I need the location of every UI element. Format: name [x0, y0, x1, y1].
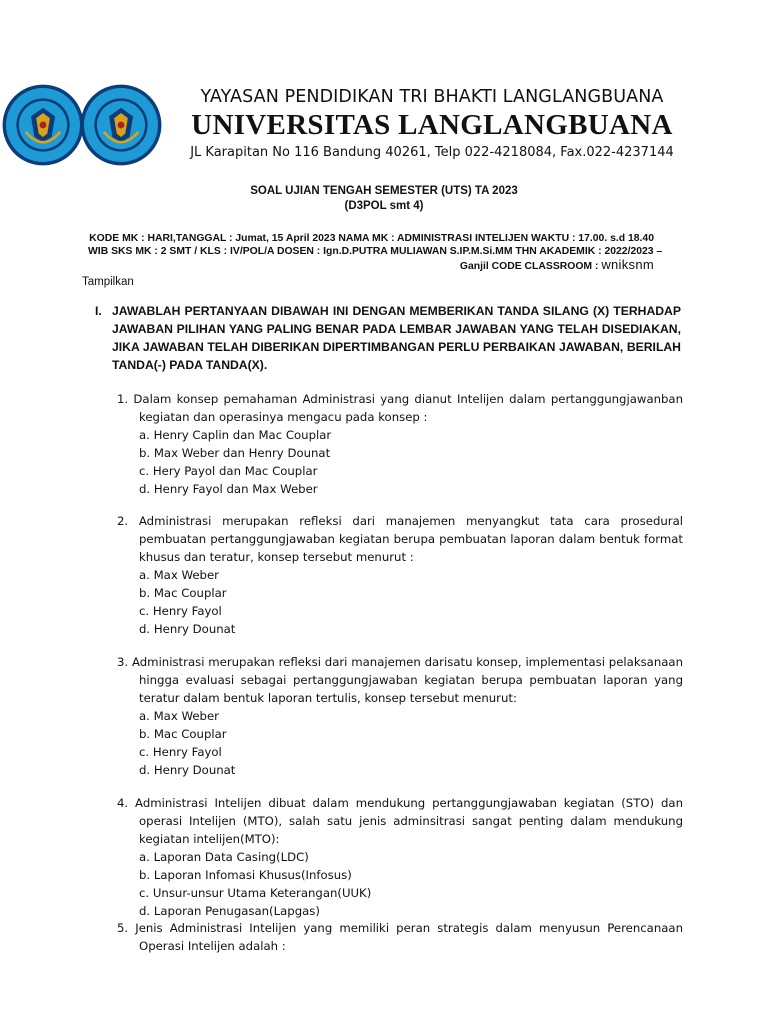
- option: d. Henry Dounat: [139, 763, 236, 777]
- exam-title-block: [0, 184, 768, 214]
- option: b. Laporan Infomasi Khusus(Infosus): [139, 868, 352, 882]
- option: d. Laporan Penugasan(Lapgas): [139, 904, 320, 918]
- exam-subtitle: (D3POL smt 4): [344, 200, 424, 212]
- instruction: [95, 302, 681, 374]
- option: c. Unsur-unsur Utama Keterangan(UUK): [139, 886, 372, 900]
- classroom-code: wniksnm: [601, 257, 654, 272]
- question-stem: 2. Administrasi merupakan refleksi dari manajemen menyangkut tata cara prosedural pembuatan pertanggungjawaban kegiatan berupa pembuatan laporan dalam bentuk format khusus dan teratur, konsep tersebut menurut :: [117, 514, 683, 564]
- university-seal-logo: [78, 82, 164, 168]
- meta-line-2: WIB SKS MK : 2 SMT / KLS : IV/POL/A DOSEN : Ign.D.PUTRA MULIAWAN S.IP.M.Si.MM THN AKADEMIK : 2022/2023 –: [88, 246, 663, 257]
- question: [117, 794, 683, 920]
- question-stem: 1. Dalam konsep pemahaman Administrasi yang dianut Intelijen dalam pertanggungjawanban kegiatan dan operasinya mengacu pada konsep :: [117, 392, 683, 424]
- foundation-name: YAYASAN PENDIDIKAN TRI BHAKTI LANGLANGBUANA: [200, 87, 664, 107]
- letterhead: [172, 86, 692, 162]
- meta-line-3: [88, 258, 654, 273]
- instruction-number: I.: [95, 304, 102, 318]
- instruction-text: JAWABLAH PERTANYAAN DIBAWAH INI DENGAN MEMBERIKAN TANDA SILANG (X) TERHADAP JAWABAN PILIHAN YANG PALING BENAR PADA LEMBAR JAWABAN YANG TELAH DISEDIAKAN, JIKA JAWABAN TELAH DIBERIKAN DIPERTIMBANGAN PERLU PERBAIKAN JAWABAN, BERILAH TANDA(-) PADA TANDA(X).: [112, 304, 681, 372]
- meta-line-1: KODE MK : HARI,TANGGAL : Jumat, 15 April 2023 NAMA MK : ADMINISTRASI INTELIJEN WAKTU : 17.00. s.d 18.40: [89, 233, 654, 244]
- option: b. Max Weber dan Henry Dounat: [139, 446, 331, 460]
- university-address: JL Karapitan No 116 Bandung 40261, Telp 022-4218084, Fax.022-4237144: [190, 145, 674, 160]
- question-stem: 4. Administrasi Intelijen dibuat dalam mendukung pertanggungjawaban kegiatan (STO) dan operasi Intelijen (MTO), salah satu jenis adminsitrasi sangat penting dalam mendukung kegiatan intelijen(MTO):: [117, 796, 683, 846]
- option: c. Henry Fayol: [139, 745, 222, 759]
- question: [117, 390, 683, 498]
- option: b. Mac Couplar: [139, 727, 227, 741]
- question: [117, 919, 683, 955]
- option: a. Max Weber: [139, 568, 219, 582]
- exam-meta: [88, 232, 663, 273]
- option: d. Henry Dounat: [139, 622, 236, 636]
- university-logos: [0, 82, 168, 172]
- question: [117, 512, 683, 638]
- university-seal-logo: [0, 82, 86, 168]
- question-stem: 5. Jenis Administrasi Intelijen yang memiliki peran strategis dalam menyusun Perencanaan Operasi Intelijen adalah :: [117, 921, 683, 953]
- option: d. Henry Fayol dan Max Weber: [139, 482, 318, 496]
- meta-line-3-prefix: Ganjil CODE CLASSROOM :: [459, 261, 602, 272]
- option: a. Henry Caplin dan Mac Couplar: [139, 428, 332, 442]
- question: [117, 653, 683, 779]
- option: c. Henry Fayol: [139, 604, 222, 618]
- option: a. Laporan Data Casing(LDC): [139, 850, 309, 864]
- question-stem: 3. Administrasi merupakan refleksi dari manajemen darisatu konsep, implementasi pelaksanaan hingga evaluasi sebagai pertanggungjawaban kegiatan berupa pembuatan laporan yang teratur dalam bentuk laporan tertulis, konsep tersebut menurut:: [117, 655, 683, 705]
- university-name: UNIVERSITAS LANGLANGBUANA: [191, 109, 673, 141]
- option: a. Max Weber: [139, 709, 219, 723]
- exam-title: SOAL UJIAN TENGAH SEMESTER (UTS) TA 2023: [250, 185, 518, 197]
- tampilkan-link[interactable]: Tampilkan: [82, 276, 134, 288]
- option: b. Mac Couplar: [139, 586, 227, 600]
- option: c. Hery Payol dan Mac Couplar: [139, 464, 318, 478]
